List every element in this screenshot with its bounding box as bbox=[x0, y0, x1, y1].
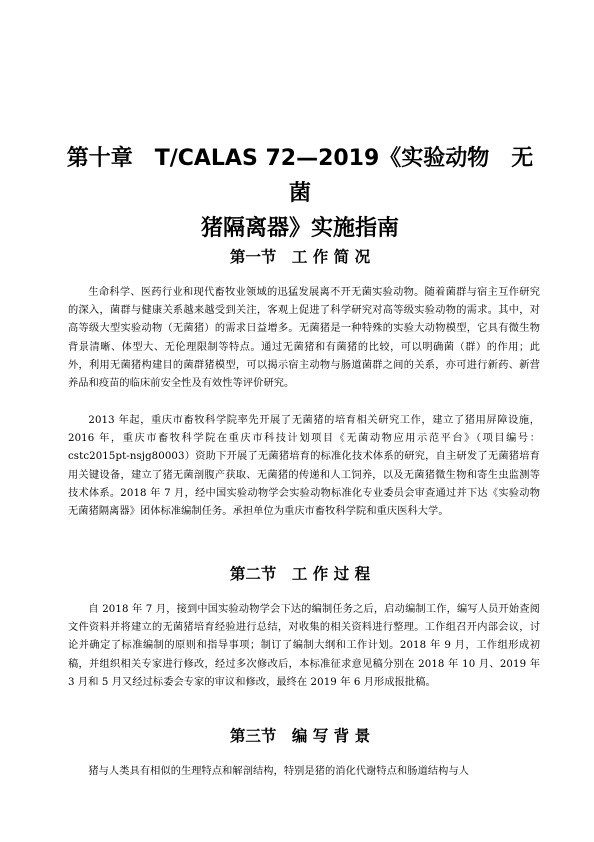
section-heading-2 bbox=[60, 564, 540, 584]
chapter-title-line1: 第十章 T/CALAS 72—2019《实验动物 无菌 bbox=[66, 146, 534, 206]
section-heading-3 bbox=[60, 726, 540, 746]
section-1-paragraph-1: 生命科学、医药行业和现代畜牧业领域的迅猛发展离不开无菌实验动物。随着菌群与宿主互作研究的深入，菌群与健康关系越来越受到关注，客观上促进了科学研究对高等级实验动物的需求。其中，对高等级大型实验动物（无菌猪）的需求日益增多。无菌猪是一种特殊的实验大动物模型，它具有微生物背景清晰、体型大、无伦理限制等特点。通过无菌猪和有菌猪的比较，可以明确菌（群）的作用；此外，利用无菌猪构建目的菌群猪模型，可以揭示宿主动物与肠道菌群之间的关系，亦可进行新药、新营养品和疫苗的临床前安全性及有效性等评价研究。 bbox=[68, 287, 540, 390]
section-heading-1-text: 第一节 工 作 简 况 bbox=[229, 248, 371, 266]
section-heading-3-text: 第三节 编 写 背 景 bbox=[229, 727, 371, 745]
section-heading-1 bbox=[60, 247, 540, 267]
section-1-paragraph-2: 2013 年起，重庆市畜牧科学院率先开展了无菌猪的培育相关研究工作，建立了猪用屏障设施，2016 年，重庆市畜牧科学院在重庆市科技计划项目《无菌动物应用示范平台》（项目编号：cstc2015pt-nsjg80003）资助下开展了无菌猪培育的标准化技术体系的研究，自主研发了无菌猪培育用关键设备，建立了猪无菌剖腹产获取、无菌猪的传递和人工饲养，以及无菌猪微生物和寄生虫监测等技术体系。2018 年 7 月，经中国实验动物学会实验动物标准化专业委员会审查通过并下达《实验动物 无菌猪隔离器》团体标准编制任务。承担单位为重庆市畜牧科学院和重庆医科大学。 bbox=[68, 415, 551, 518]
section-2-paragraph-1: 自 2018 年 7 月，接到中国实验动物学会下达的编制任务之后，启动编制工作，编写人员开始查阅文件资料并将建立的无菌猪培育经验进行总结，对收集的相关资料进行整理。工作组召开内部会议，讨论并确定了标准编制的原则和指导事项；制订了编制大纲和工作计划。2018 年 9 月，工作组形成初稿，并组织相关专家进行修改，经过多次修改后，本标准征求意见稿分别在 2018 年 10 月、2019 年 3 月和 5 月又经过标委会专家的审议和修改，最终在 2019 年 6 月形成报批稿。 bbox=[68, 604, 541, 688]
section-heading-2-text: 第二节 工 作 过 程 bbox=[229, 565, 371, 583]
section-3-paragraph-1: 猪与人类具有相似的生理特点和解剖结构，特别是猪的消化代谢特点和肠道结构与人 bbox=[88, 766, 470, 777]
chapter-title bbox=[60, 141, 540, 246]
chapter-title-line2: 猪隔离器》实施指南 bbox=[200, 216, 399, 241]
